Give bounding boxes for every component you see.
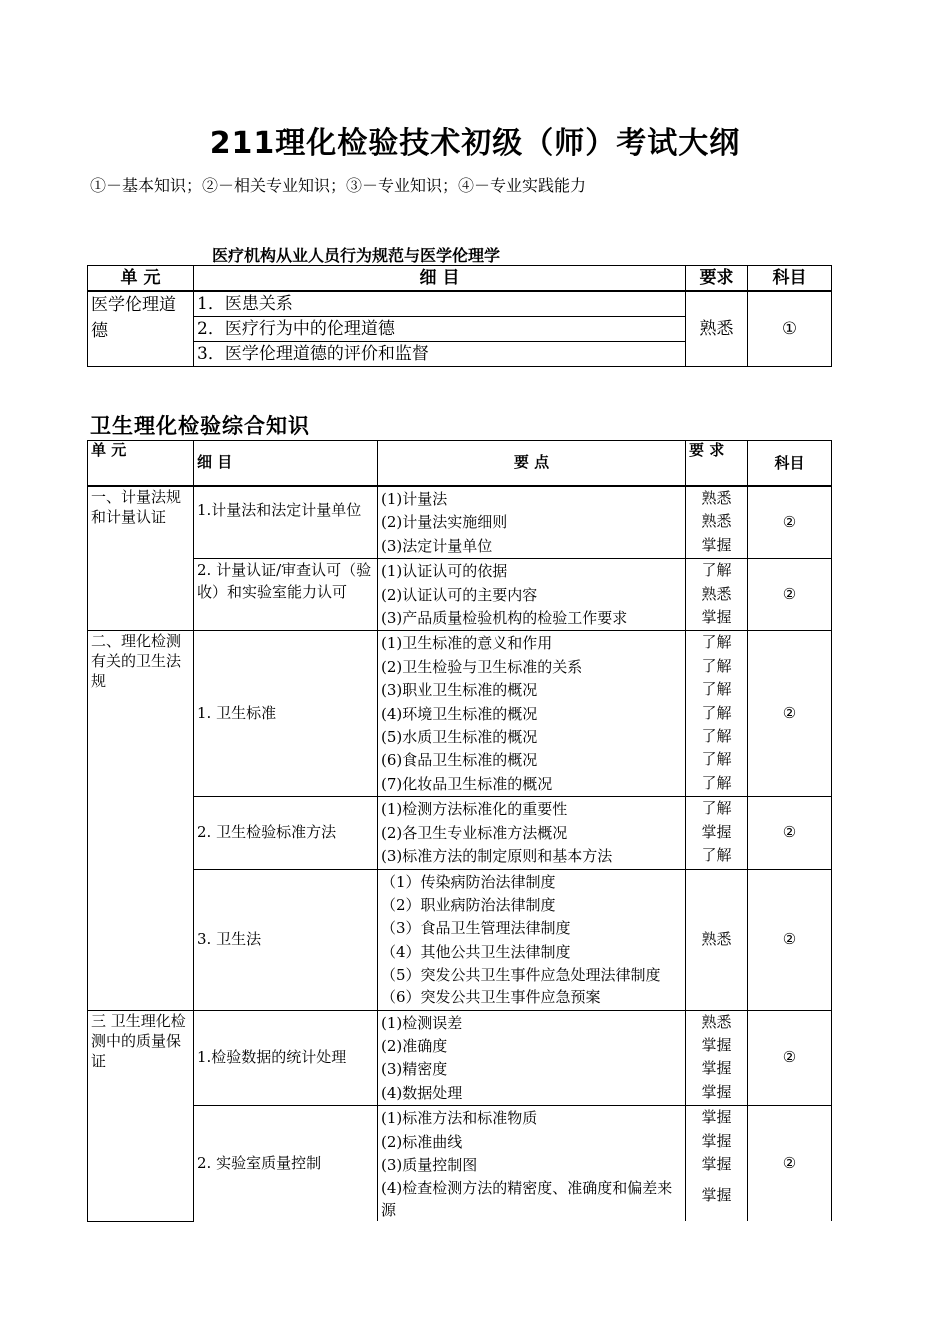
requirement-item: 掌握 bbox=[701, 1131, 732, 1150]
detail-cell: 1.检验数据的统计处理 bbox=[194, 1010, 378, 1106]
requirement-item: 熟悉 bbox=[701, 584, 732, 603]
point-item: (1)计量法 bbox=[381, 490, 448, 508]
requirement-item: 掌握 bbox=[701, 1082, 732, 1101]
header-detail: 细 目 bbox=[194, 441, 378, 487]
unit-cell: 医学伦理道德 bbox=[88, 291, 194, 367]
table-header-row bbox=[88, 441, 832, 487]
point-item: (3)标准方法的制定原则和基本方法 bbox=[381, 847, 613, 866]
points-cell bbox=[378, 1010, 686, 1106]
point-item: (3)质量控制图 bbox=[381, 1155, 478, 1174]
point-item: （4）其他公共卫生法律制度 bbox=[381, 942, 571, 961]
subject-cell: ② bbox=[748, 869, 832, 1010]
point-item: (2)计量法实施细则 bbox=[381, 513, 508, 532]
subject-cell: ② bbox=[748, 559, 832, 631]
table-row bbox=[88, 1106, 832, 1222]
subject-cell: ② bbox=[748, 1010, 832, 1106]
point-item: (7)化妆品卫生标准的概况 bbox=[381, 774, 553, 793]
unit-cell: 二、理化检测有关的卫生法规 bbox=[88, 631, 194, 1010]
detail-cell: 1.计量法和法定计量单位 bbox=[194, 486, 378, 559]
point-item: (3)产品质量检验机构的检验工作要求 bbox=[381, 609, 628, 628]
header-unit: 单 元 bbox=[88, 266, 194, 292]
point-item: (2)卫生检验与卫生标准的关系 bbox=[381, 657, 583, 676]
table-row bbox=[88, 631, 832, 797]
points-cell bbox=[378, 559, 686, 631]
requirement-cell: 熟悉 bbox=[686, 291, 748, 367]
requirement-cell: 熟悉 bbox=[686, 869, 748, 1010]
subject-cell: ② bbox=[748, 1106, 832, 1222]
table-row bbox=[88, 869, 832, 1010]
requirement-item: 了解 bbox=[701, 846, 732, 865]
point-item: （6）突发公共卫生事件应急预案 bbox=[381, 988, 601, 1007]
point-item: (6)食品卫生标准的概况 bbox=[381, 751, 538, 770]
requirement-item: 熟悉 bbox=[701, 489, 732, 507]
requirement-item: 了解 bbox=[701, 703, 732, 722]
header-subject: 科目 bbox=[748, 441, 832, 487]
requirement-item: 掌握 bbox=[701, 1035, 732, 1054]
point-item: (3)法定计量单位 bbox=[381, 536, 493, 555]
requirement-item: 了解 bbox=[701, 727, 732, 746]
header-points: 要 点 bbox=[378, 441, 686, 487]
point-item: (2)准确度 bbox=[381, 1036, 448, 1055]
requirement-item: 掌握 bbox=[701, 1186, 732, 1205]
point-item: (1)认证认可的依据 bbox=[381, 562, 508, 581]
subject-cell: ② bbox=[748, 486, 832, 559]
point-item: （3）食品卫生管理法律制度 bbox=[381, 919, 571, 938]
point-item: (1)标准方法和标准物质 bbox=[381, 1109, 538, 1128]
table-row bbox=[88, 486, 832, 559]
requirement-cell bbox=[686, 797, 748, 869]
points-cell bbox=[378, 631, 686, 797]
table-header-row bbox=[88, 266, 832, 292]
point-item: (1)卫生标准的意义和作用 bbox=[381, 634, 553, 653]
requirement-item: 了解 bbox=[701, 680, 732, 699]
point-item: (2)认证认可的主要内容 bbox=[381, 585, 538, 604]
subject-cell: ① bbox=[748, 291, 832, 367]
point-item: (5)水质卫生标准的概况 bbox=[381, 728, 538, 747]
requirement-item: 掌握 bbox=[701, 608, 732, 627]
unit-cell: 一、计量法规和计量认证 bbox=[88, 486, 194, 631]
requirement-item: 了解 bbox=[701, 773, 732, 792]
requirement-item: 了解 bbox=[701, 561, 732, 580]
point-item: （2）职业病防治法律制度 bbox=[381, 895, 556, 914]
detail-cell: 3. 卫生法 bbox=[194, 869, 378, 1010]
point-item: (4)检查检测方法的精密度、准确度和偏差来源 bbox=[381, 1179, 673, 1220]
requirement-item: 熟悉 bbox=[701, 1012, 732, 1031]
point-item: (1)检测方法标准化的重要性 bbox=[381, 800, 568, 819]
requirement-item: 了解 bbox=[701, 799, 732, 818]
header-unit: 单 元 bbox=[88, 441, 194, 487]
point-item: (2)标准曲线 bbox=[381, 1132, 463, 1151]
detail-cell: 2. 卫生检验标准方法 bbox=[194, 797, 378, 869]
requirement-item: 了解 bbox=[701, 656, 732, 675]
table2-title: 卫生理化检验综合知识 bbox=[90, 413, 310, 438]
table-row bbox=[88, 559, 832, 631]
point-item: （5）突发公共卫生事件应急处理法律制度 bbox=[381, 966, 661, 985]
requirement-item: 掌握 bbox=[701, 1154, 732, 1173]
detail-cell: 2. 实验室质量控制 bbox=[194, 1106, 378, 1222]
table-row bbox=[88, 291, 832, 317]
requirement-item: 了解 bbox=[701, 633, 732, 652]
point-item: (3)职业卫生标准的概况 bbox=[381, 681, 538, 700]
header-subject: 科目 bbox=[748, 266, 832, 292]
table1-title: 医疗机构从业人员行为规范与医学伦理学 bbox=[212, 246, 501, 265]
requirement-item: 掌握 bbox=[701, 1108, 732, 1127]
subject-cell: ② bbox=[748, 797, 832, 869]
subject-legend: ①－基本知识；②－相关专业知识；③－专业知识；④－专业实践能力 bbox=[90, 176, 587, 195]
points-cell bbox=[378, 1106, 686, 1222]
requirement-cell bbox=[686, 486, 748, 559]
detail-cell: 2．医疗行为中的伦理道德 bbox=[194, 317, 686, 342]
point-item: （1）传染病防治法律制度 bbox=[381, 872, 556, 891]
points-cell bbox=[378, 486, 686, 559]
header-requirement: 要求 bbox=[686, 266, 748, 292]
table-row bbox=[88, 797, 832, 869]
subject-cell: ② bbox=[748, 631, 832, 797]
requirement-item: 掌握 bbox=[701, 1059, 732, 1078]
requirement-item: 掌握 bbox=[701, 822, 732, 841]
header-detail: 细 目 bbox=[194, 266, 686, 292]
point-item: (2)各卫生专业标准方法概况 bbox=[381, 823, 568, 842]
requirement-item: 掌握 bbox=[701, 535, 732, 554]
point-item: (4)环境卫生标准的概况 bbox=[381, 704, 538, 723]
requirement-item: 了解 bbox=[701, 750, 732, 769]
detail-cell: 1．医患关系 bbox=[194, 291, 686, 317]
header-requirement: 要 求 bbox=[686, 441, 748, 487]
point-item: (3)精密度 bbox=[381, 1060, 448, 1079]
syllabus-table bbox=[87, 440, 832, 1222]
detail-cell: 3．医学伦理道德的评价和监督 bbox=[194, 342, 686, 367]
point-item: (4)数据处理 bbox=[381, 1083, 463, 1102]
point-item: (1)检测误差 bbox=[381, 1013, 463, 1032]
table-row bbox=[88, 1010, 832, 1106]
detail-cell: 1. 卫生标准 bbox=[194, 631, 378, 797]
detail-cell: 2. 计量认证/审查认可（验收）和实验室能力认可 bbox=[194, 559, 378, 631]
requirement-cell bbox=[686, 1010, 748, 1106]
requirement-cell bbox=[686, 1106, 748, 1222]
requirement-item: 熟悉 bbox=[701, 512, 732, 531]
unit-cell: 三 卫生理化检测中的质量保证 bbox=[88, 1010, 194, 1221]
points-cell bbox=[378, 869, 686, 1010]
ethics-table bbox=[87, 265, 832, 367]
points-cell bbox=[378, 797, 686, 869]
page-title: 211理化检验技术初级（师）考试大纲 bbox=[209, 126, 741, 161]
requirement-cell bbox=[686, 631, 748, 797]
requirement-cell bbox=[686, 559, 748, 631]
